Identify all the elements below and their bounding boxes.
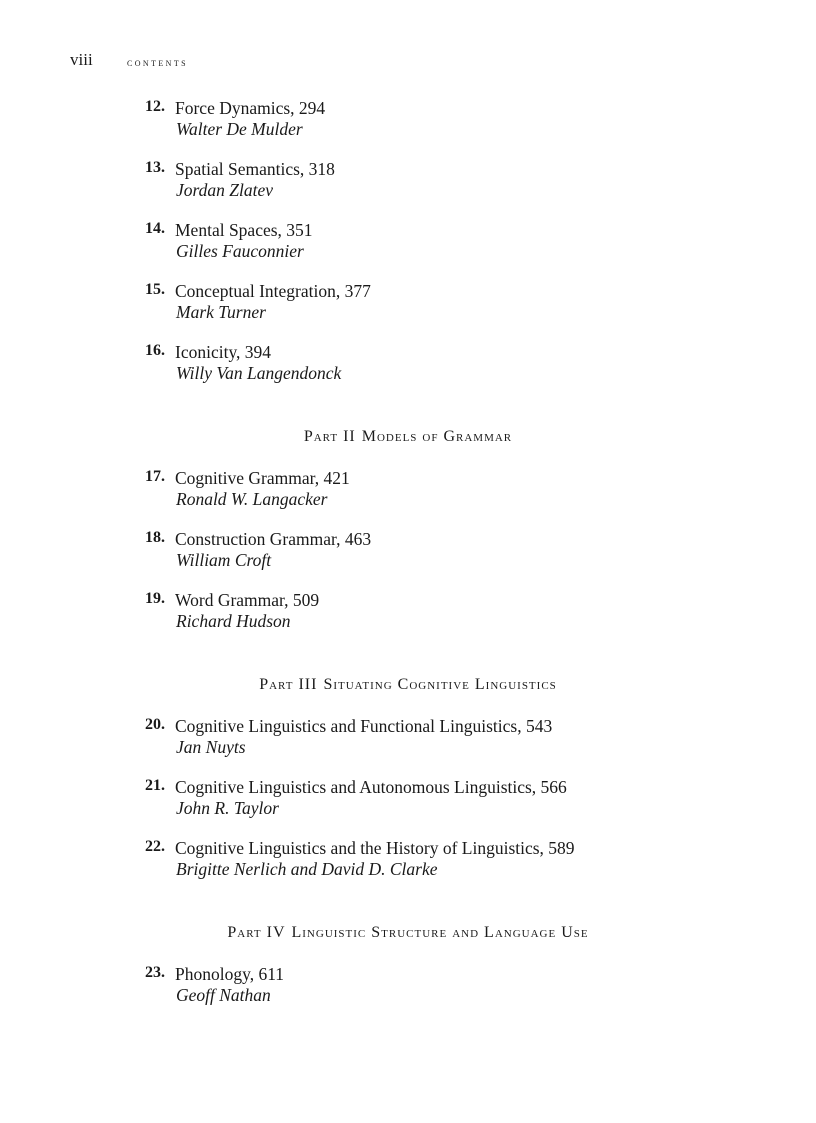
chapter-title: Cognitive Linguistics and Functional Linguistics, 543 [175, 716, 553, 736]
chapter-title: Conceptual Integration, 377 [175, 281, 371, 301]
chapter-title: Mental Spaces, 351 [175, 220, 313, 240]
chapter-author: Jan Nuyts [176, 737, 246, 757]
part-heading [0, 924, 816, 942]
chapter-number: 20. [145, 716, 165, 733]
chapter-author: Geoff Nathan [176, 985, 271, 1005]
chapter-number: 22. [145, 838, 165, 855]
chapter-author: Willy Van Langendonck [176, 363, 342, 383]
part-title: Models of Grammar [361, 428, 513, 445]
chapter-title: Force Dynamics, 294 [175, 98, 326, 118]
chapter-title: Cognitive Grammar, 421 [175, 468, 350, 488]
chapter-number: 15. [145, 281, 165, 298]
chapter-author: Gilles Fauconnier [176, 241, 304, 261]
chapter-author: William Croft [176, 550, 272, 570]
part-label: Part II [303, 428, 356, 445]
chapter-author: Mark Turner [176, 302, 266, 322]
chapter-title: Cognitive Linguistics and Autonomous Linguistics, 566 [175, 777, 567, 797]
chapter-author: Richard Hudson [176, 611, 291, 631]
running-head-title: contents [127, 55, 188, 69]
chapter-number: 23. [145, 964, 165, 981]
chapter-title: Cognitive Linguistics and the History of Linguistics, 589 [175, 838, 575, 858]
chapter-number: 13. [145, 159, 165, 176]
chapter-number: 19. [145, 590, 165, 607]
chapter-title: Spatial Semantics, 318 [175, 159, 335, 179]
part-heading [0, 676, 816, 694]
chapter-title: Word Grammar, 509 [175, 590, 320, 610]
part-title: Situating Cognitive Linguistics [323, 676, 557, 693]
chapter-author: Ronald W. Langacker [176, 489, 328, 509]
chapter-author: John R. Taylor [176, 798, 279, 818]
part-label: Part IV [227, 924, 286, 941]
chapter-title: Construction Grammar, 463 [175, 529, 372, 549]
chapter-number: 14. [145, 220, 165, 237]
chapter-number: 21. [145, 777, 165, 794]
part-heading [0, 428, 816, 446]
chapter-author: Walter De Mulder [176, 119, 303, 139]
chapter-number: 17. [145, 468, 165, 485]
part-title: Linguistic Structure and Language Use [291, 924, 589, 941]
chapter-author: Brigitte Nerlich and David D. Clarke [176, 859, 438, 879]
chapter-author: Jordan Zlatev [176, 180, 274, 200]
chapter-title: Iconicity, 394 [175, 342, 272, 362]
chapter-number: 16. [145, 342, 165, 359]
chapter-title: Phonology, 611 [175, 964, 285, 984]
part-label: Part III [259, 676, 318, 693]
page-number: viii [70, 50, 93, 69]
chapter-number: 12. [145, 98, 165, 115]
chapter-number: 18. [145, 529, 165, 546]
